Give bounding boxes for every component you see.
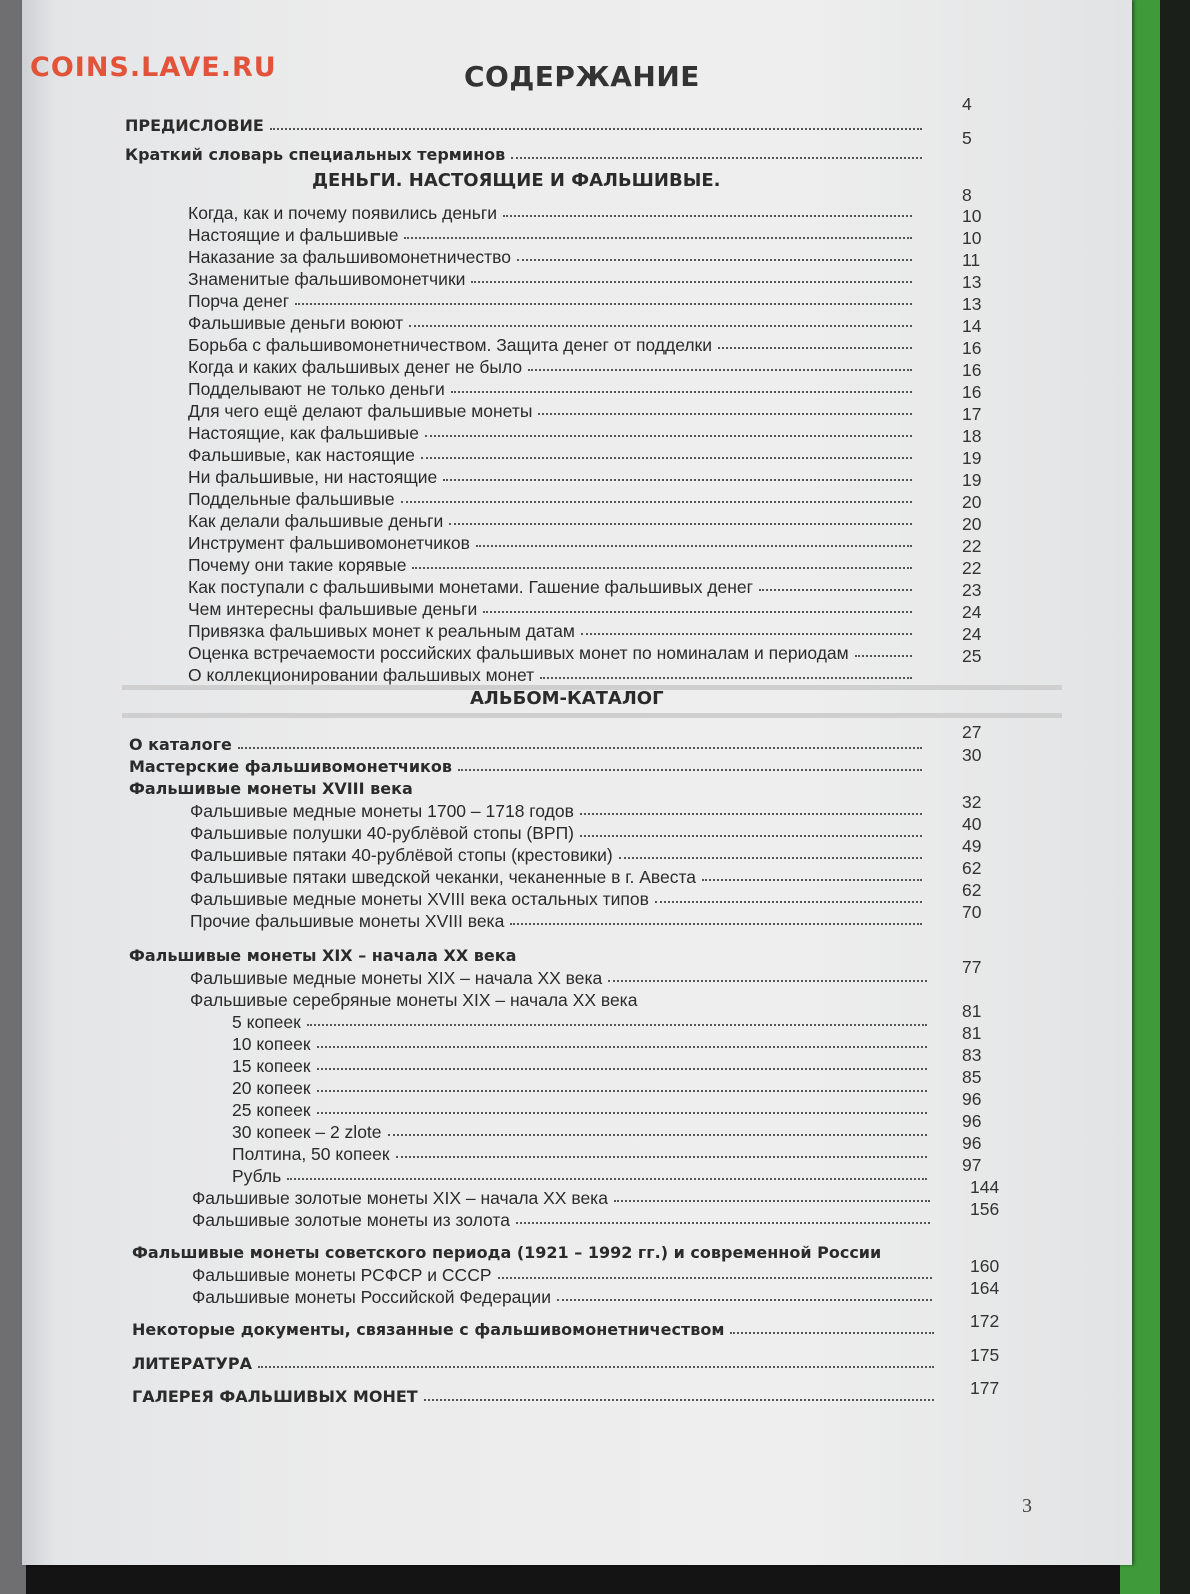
page-number: 3 xyxy=(1022,1495,1032,1517)
toc-entry-page: 4 xyxy=(962,94,972,114)
toc-entry-page: 20 xyxy=(962,514,982,534)
toc-entry xyxy=(22,745,1132,779)
dot-leader xyxy=(538,413,912,415)
toc-entry-label: О коллекционировании фальшивых монет xyxy=(188,665,535,685)
watermark: COINS.LAVE.RU xyxy=(30,52,277,83)
dot-leader xyxy=(619,857,922,859)
toc-entry-page: 49 xyxy=(962,836,982,856)
toc-entry xyxy=(22,957,1132,990)
toc-entry-page: 16 xyxy=(962,382,982,402)
toc-entry-page: 25 xyxy=(962,646,982,666)
dot-leader xyxy=(458,769,922,771)
toc-entry-label: Фальшивые монеты РСФСР и СССР xyxy=(192,1265,492,1285)
toc-entry-page: 175 xyxy=(970,1345,1000,1365)
toc-entry-page: 62 xyxy=(962,880,982,900)
toc-entry-label: Фальшивые серебряные монеты XIX – начала XX века xyxy=(190,990,638,1010)
toc-entry-label: Фальшивые золотые монеты XIX – начала XX века xyxy=(192,1188,608,1208)
toc-entry-label: Как делали фальшивые деньги xyxy=(188,511,444,531)
toc-entry xyxy=(22,1256,1132,1287)
toc-entry-label: Фальшивые медные монеты XVIII века остальных типов xyxy=(190,889,649,909)
section-heading-money: ДЕНЬГИ. НАСТОЯЩИЕ И ФАЛЬШИВЫЕ. xyxy=(312,170,721,191)
dot-leader xyxy=(396,1156,927,1158)
toc-entry-label: Когда, как и почему появились деньги xyxy=(188,203,497,223)
toc-entry xyxy=(22,1177,1132,1210)
toc-entry-label: ЛИТЕРАТУРА xyxy=(132,1354,252,1373)
toc-entry-label: Наказание за фальшивомонетничество xyxy=(188,247,511,267)
toc-entry-label: Фальшивые деньги воюют xyxy=(188,313,404,333)
dot-leader xyxy=(401,501,912,503)
toc-entry-label: Фальшивые медные монеты 1700 – 1718 годов xyxy=(190,801,574,821)
toc-entry-page: 8 xyxy=(962,185,972,205)
dot-leader xyxy=(421,457,912,459)
toc-entry-label: Как поступали с фальшивыми монетами. Гашение фальшивых денег xyxy=(188,577,754,597)
toc-entry-page: 81 xyxy=(962,1023,982,1043)
dot-leader xyxy=(270,128,922,130)
dot-leader xyxy=(425,435,912,437)
toc-entry-label: Порча денег xyxy=(188,291,290,311)
toc-entry-page: 16 xyxy=(962,338,982,358)
toc-entry-label: ПРЕДИСЛОВИЕ xyxy=(125,116,264,135)
dot-leader xyxy=(580,813,922,815)
toc-entry-label: Знаменитые фальшивомонетчики xyxy=(188,269,466,289)
toc-entry-label: Фальшивые пятаки шведской чеканки, чеканенные в г. Авеста xyxy=(190,867,697,887)
toc-entry-page: 19 xyxy=(962,470,982,490)
toc-entry-label: Фальшивые, как настоящие xyxy=(188,445,415,465)
toc-entry-page: 164 xyxy=(970,1278,1000,1298)
dot-leader xyxy=(317,1112,927,1114)
toc-entry xyxy=(22,1345,1132,1376)
toc-entry xyxy=(22,902,1132,933)
page-title: СОДЕРЖАНИЕ xyxy=(464,60,700,93)
toc-entry-page: 23 xyxy=(962,580,982,600)
book-background xyxy=(1160,0,1190,1594)
toc-entry-page: 27 xyxy=(962,722,982,742)
toc-entry-page: 85 xyxy=(962,1067,982,1087)
dot-leader xyxy=(614,1200,930,1202)
toc-entry-page: 24 xyxy=(962,602,982,622)
toc-entry-page: 97 xyxy=(962,1155,982,1175)
toc-entry-label: 25 копеек xyxy=(232,1100,311,1120)
dot-leader xyxy=(317,1068,927,1070)
dot-leader xyxy=(516,1222,930,1224)
toc-entry-page: 13 xyxy=(962,294,982,314)
toc-entry-page: 14 xyxy=(962,316,982,336)
toc-entry-label: Мастерские фальшивомонетчиков xyxy=(129,757,453,776)
dot-leader xyxy=(404,237,912,239)
dot-leader xyxy=(295,303,912,305)
dot-leader xyxy=(443,479,912,481)
toc-entry xyxy=(22,1199,1132,1232)
toc-entry-page: 62 xyxy=(962,858,982,878)
dot-leader xyxy=(483,611,912,613)
toc-entry-label: Почему они такие корявые xyxy=(188,555,407,575)
toc-entry-page: 10 xyxy=(962,206,982,226)
dot-leader xyxy=(557,1299,932,1301)
dot-leader xyxy=(510,923,922,925)
toc-entry xyxy=(22,1241,1132,1265)
toc-entry-label: Некоторые документы, связанные с фальшивомонетничеством xyxy=(132,1320,725,1339)
divider xyxy=(122,713,1062,718)
dot-leader xyxy=(580,835,922,837)
dot-leader xyxy=(608,980,927,982)
dot-leader xyxy=(238,747,922,749)
dot-leader xyxy=(451,391,912,393)
dot-leader xyxy=(424,1399,934,1401)
toc-entry-page: 11 xyxy=(962,250,981,270)
dot-leader xyxy=(449,523,912,525)
toc-entry-label: Краткий словарь специальных терминов xyxy=(125,145,506,164)
toc-entry-label: Ни фальшивые, ни настоящие xyxy=(188,467,438,487)
toc-entry-label: Когда и каких фальшивых денег не было xyxy=(188,357,523,377)
toc-entry-label: Рубль xyxy=(232,1166,282,1186)
toc-entry-label: О каталоге xyxy=(129,735,232,754)
dot-leader xyxy=(412,567,912,569)
dot-leader xyxy=(498,1277,933,1279)
toc-entry-page: 83 xyxy=(962,1045,982,1065)
toc-entry-label: Прочие фальшивые монеты XVIII века xyxy=(190,911,505,931)
toc-entry-label: Фальшивые пятаки 40-рублёвой стопы (крестовики) xyxy=(190,845,613,865)
toc-entry-label: 10 копеек xyxy=(232,1034,311,1054)
dot-leader xyxy=(702,879,922,881)
toc-entry-label: Полтина, 50 копеек xyxy=(232,1144,390,1164)
toc-entry xyxy=(22,1378,1132,1409)
toc-entry-page: 96 xyxy=(962,1089,982,1109)
toc-entry-page: 177 xyxy=(970,1378,1000,1398)
dot-leader xyxy=(517,259,912,261)
toc-entry-label: 5 копеек xyxy=(232,1012,301,1032)
dot-leader xyxy=(471,281,912,283)
toc-entry-label: 20 копеек xyxy=(232,1078,311,1098)
toc-entry-page: 16 xyxy=(962,360,982,380)
toc-entry-page: 160 xyxy=(970,1256,1000,1276)
toc-entry-page: 17 xyxy=(962,404,982,424)
dot-leader xyxy=(855,655,912,657)
toc-entry-label: Фальшивые монеты XIX – начала XX века xyxy=(129,946,517,965)
dot-leader xyxy=(528,369,912,371)
toc-entry-label: Фальшивые золотые монеты из золота xyxy=(192,1210,510,1230)
toc-entry-page: 156 xyxy=(970,1199,1000,1219)
toc-entry-page: 5 xyxy=(962,128,972,148)
toc-entry-page: 20 xyxy=(962,492,982,512)
toc-entry-label: Настоящие, как фальшивые xyxy=(188,423,419,443)
dot-leader xyxy=(317,1046,927,1048)
toc-entry-label: Борьба с фальшивомонетничеством. Защита денег от подделки xyxy=(188,335,712,355)
toc-entry-page: 70 xyxy=(962,902,982,922)
toc-entry-page: 22 xyxy=(962,558,982,578)
toc-entry xyxy=(22,128,1132,167)
dot-leader xyxy=(409,325,912,327)
toc-entry-page: 40 xyxy=(962,814,982,834)
dot-leader xyxy=(581,633,912,635)
dot-leader xyxy=(287,1178,927,1180)
dot-leader xyxy=(317,1090,927,1092)
dot-leader xyxy=(503,215,912,217)
toc-entry-page: 32 xyxy=(962,792,982,812)
toc-entry-label: Поддельные фальшивые xyxy=(188,489,395,509)
dot-leader xyxy=(730,1332,934,1334)
toc-entry-page: 18 xyxy=(962,426,982,446)
toc-entry-label: Подделывают не только деньги xyxy=(188,379,445,399)
dot-leader xyxy=(258,1366,934,1368)
toc-entry-label: Фальшивые полушки 40-рублёвой стопы (ВРП) xyxy=(190,823,574,843)
toc-entry-page: 30 xyxy=(962,745,982,765)
dot-leader xyxy=(759,589,912,591)
toc-entry-label: Фальшивые монеты XVIII века xyxy=(129,779,413,798)
toc-entry-page: 13 xyxy=(962,272,982,292)
toc-entry-page: 19 xyxy=(962,448,982,468)
toc-entry-label: 15 копеек xyxy=(232,1056,311,1076)
toc-entry-page: 24 xyxy=(962,624,982,644)
toc-entry xyxy=(22,1311,1132,1342)
toc-entry-page: 77 xyxy=(962,957,982,977)
toc-entry-label: Инструмент фальшивомонетчиков xyxy=(188,533,470,553)
toc-entry xyxy=(22,1155,1132,1188)
toc-entry-page: 81 xyxy=(962,1001,982,1021)
book-page xyxy=(22,0,1132,1565)
toc-entry xyxy=(22,1278,1132,1309)
toc-entry-label: Оценка встречаемости российских фальшивых монет по номиналам и периодам xyxy=(188,643,849,663)
toc-entry-page: 96 xyxy=(962,1111,982,1131)
toc-entry-page: 144 xyxy=(970,1177,1000,1197)
toc-entry-label: Фальшивые монеты советского периода (1921 – 1992 гг.) и современной России xyxy=(132,1243,882,1262)
toc-entry-label: Для чего ещё делают фальшивые монеты xyxy=(188,401,533,421)
dot-leader xyxy=(307,1024,927,1026)
dot-leader xyxy=(476,545,912,547)
toc-entry-label: ГАЛЕРЕЯ ФАЛЬШИВЫХ МОНЕТ xyxy=(132,1387,418,1406)
toc-entry-label: Фальшивые медные монеты XIX – начала XX века xyxy=(190,968,603,988)
toc-entry-page: 96 xyxy=(962,1133,982,1153)
toc-entry-page: 172 xyxy=(970,1311,1000,1331)
toc-entry-page: 10 xyxy=(962,228,982,248)
dot-leader xyxy=(655,901,922,903)
dot-leader xyxy=(718,347,912,349)
toc-entry-label: Привязка фальшивых монет к реальным датам xyxy=(188,621,575,641)
toc-entry-label: 30 копеек – 2 zlote xyxy=(232,1122,382,1142)
section-heading-album: АЛЬБОМ-КАТАЛОГ xyxy=(470,688,664,709)
toc-entry-label: Чем интересны фальшивые деньги xyxy=(188,599,478,619)
dot-leader xyxy=(540,677,912,679)
toc-entry-label: Фальшивые монеты Российской Федерации xyxy=(192,1287,551,1307)
dot-leader xyxy=(511,157,922,159)
dot-leader xyxy=(388,1134,927,1136)
toc-entry-label: Настоящие и фальшивые xyxy=(188,225,399,245)
toc-entry-page: 22 xyxy=(962,536,982,556)
